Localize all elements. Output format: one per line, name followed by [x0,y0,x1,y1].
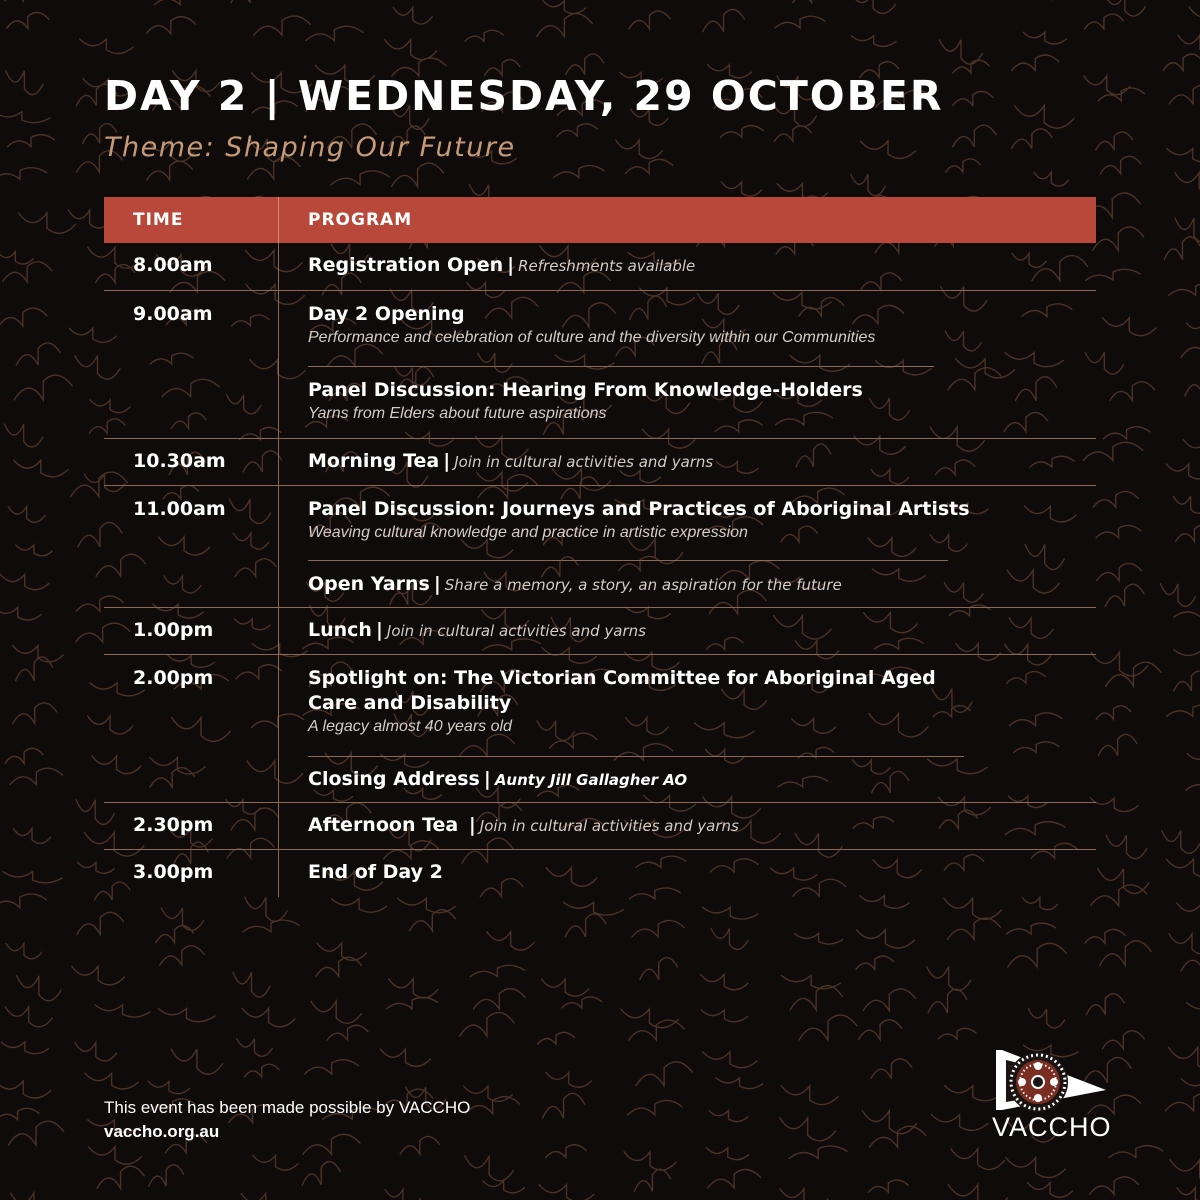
pattern-stroke [72,966,125,985]
pattern-stroke [1181,948,1200,971]
pattern-stroke [1183,439,1200,457]
pattern-stroke [253,1155,298,1170]
table-row [104,608,1096,655]
pattern-stroke [0,1081,51,1098]
column-header-time: TIME [133,210,184,230]
pattern-stroke [233,972,270,997]
pattern-stroke [16,343,60,365]
program-cell [308,860,1028,885]
pattern-stroke [1164,237,1200,260]
pattern-stroke [938,1028,976,1039]
program-cell [308,449,1028,475]
pattern-stroke [1085,929,1125,943]
pattern-stroke [6,944,42,959]
pattern-stroke [1091,885,1147,906]
pattern-stroke [10,1193,57,1200]
program-item: Open Yarns | Share a memory, a story, an aspiration for the future [308,573,842,595]
time-cell: 1.00pm [133,619,214,641]
pattern-stroke [1106,835,1147,859]
pattern-stroke [703,907,758,919]
pattern-stroke [13,829,50,844]
pattern-stroke [16,657,53,681]
pattern-stroke [1169,85,1200,104]
pattern-stroke [3,872,62,883]
footer-credit: This event has been made possible by VACCHO [104,1098,471,1117]
pattern-stroke [1015,106,1074,129]
pattern-stroke [1,1042,48,1054]
time-cell: 10.30am [133,450,226,472]
pattern-stroke [1177,1188,1200,1200]
pattern-stroke [14,375,72,400]
pattern-stroke [1165,1093,1200,1111]
program-cell [308,253,1028,279]
pattern-stroke [156,926,194,943]
pattern-stroke [632,920,684,936]
pattern-stroke [1167,148,1200,162]
pattern-stroke [703,9,745,31]
pattern-stroke [0,574,49,589]
pattern-stroke [148,1081,189,1093]
pattern-stroke [95,1005,150,1017]
pattern-stroke [700,974,748,990]
pattern-stroke [1186,779,1200,790]
pattern-stroke [701,1010,747,1022]
table-row [104,291,1096,439]
pattern-stroke [543,1,586,14]
pattern-stroke [1084,76,1130,95]
pattern-stroke [1175,172,1200,193]
pattern-stroke [794,933,843,944]
pattern-stroke [851,0,896,13]
pattern-stroke [0,894,46,908]
program-note: Aunty Jill Gallagher AO [494,771,688,789]
pattern-stroke [774,126,811,141]
item-divider [308,756,964,757]
pattern-stroke [616,140,663,158]
pattern-stroke [621,1009,678,1028]
program-title: Closing Address [308,768,480,790]
pattern-stroke [1093,491,1138,507]
pattern-stroke [171,1049,223,1074]
pattern-stroke [1096,706,1130,719]
pattern-stroke [565,914,606,937]
pattern-stroke [1176,525,1200,541]
program-title: Lunch [308,619,372,641]
pattern-stroke [160,946,204,965]
program-title: End of Day 2 [308,861,443,883]
pattern-stroke [1173,496,1200,513]
program-note: Join in cultural activities and yarns [386,622,646,640]
program-note: Join in cultural activities and yarns [479,817,739,835]
pattern-stroke [1177,903,1200,920]
program-cell [308,666,1028,736]
pattern-stroke [474,989,526,1009]
pattern-stroke [254,16,311,35]
pattern-stroke [871,1059,912,1079]
pattern-stroke [634,1169,670,1191]
pattern-stroke [1187,754,1200,765]
pattern-stroke [75,1043,117,1061]
pattern-stroke [7,13,49,29]
pattern-stroke [1187,1003,1200,1016]
pattern-stroke [6,71,43,95]
pattern-stroke [0,1108,39,1119]
pattern-stroke [146,17,195,34]
table-row [104,850,1096,898]
pattern-stroke [1006,1158,1065,1178]
pattern-stroke [242,1008,295,1027]
pattern-stroke [1178,35,1200,54]
program-title: Open Yarns [308,573,430,595]
header-divider [278,197,279,243]
program-description: Yarns from Elders about future aspirations [308,405,607,422]
pattern-stroke [1034,172,1069,186]
pattern-stroke [869,1126,925,1147]
program-cell [308,813,1028,839]
program-cell [308,302,1028,347]
pattern-stroke [789,1146,847,1158]
table-row [104,486,1096,608]
pattern-stroke [243,920,299,932]
pattern-stroke [0,168,47,180]
pattern-stroke [305,1060,359,1074]
pattern-stroke [1012,55,1059,70]
pattern-stroke [245,897,287,921]
pattern-stroke [1027,1183,1072,1198]
pattern-stroke [5,748,43,763]
footer-link[interactable]: vaccho.org.au [104,1122,220,1141]
pattern-stroke [5,1007,52,1027]
pattern-stroke [539,1185,594,1200]
program-item: Morning Tea | Join in cultural activities and yarns [308,450,714,472]
pattern-stroke [1098,88,1144,101]
pattern-stroke [1109,1146,1163,1158]
pattern-stroke [1186,323,1200,335]
pattern-stroke [1185,372,1200,396]
pattern-stroke [953,91,993,105]
pattern-stroke [1028,1009,1064,1028]
pattern-stroke [948,1184,1007,1200]
pattern-stroke [1022,897,1057,909]
pattern-stroke [77,912,124,934]
pattern-stroke [4,424,42,447]
pattern-stroke [327,1025,368,1040]
time-cell: 3.00pm [133,861,214,883]
program-cell [308,572,1028,598]
program-cell [308,767,1028,793]
pattern-stroke [709,1110,748,1121]
program-note: Join in cultural activities and yarns [454,453,714,471]
program-note: Refreshments available [518,257,696,275]
pattern-stroke [953,60,989,73]
page-title: DAY 2 | WEDNESDAY, 29 OCTOBER [104,72,944,120]
pattern-stroke [1189,7,1200,29]
pattern-stroke [1106,662,1161,686]
pattern-stroke [851,36,896,47]
table-row [104,655,1096,803]
pattern-stroke [241,1194,290,1200]
pattern-stroke [629,1020,684,1040]
pattern-stroke [8,507,45,523]
pattern-stroke [1093,227,1144,251]
program-note: Share a memory, a story, an aspiration for the future [444,576,842,594]
pattern-stroke [8,135,55,147]
pattern-stroke [1096,525,1141,537]
pattern-stroke [1181,1079,1200,1094]
pattern-stroke [1098,869,1149,894]
pattern-stroke [1170,1160,1200,1184]
pattern-stroke [155,0,206,5]
program-title: Panel Discussion: Hearing From Knowledge-Holders [308,379,863,401]
pattern-stroke [158,1009,215,1022]
pattern-stroke [856,930,914,948]
pattern-stroke [537,14,593,37]
pattern-stroke [460,1013,514,1037]
pattern-stroke [1090,798,1138,812]
pattern-stroke [851,174,885,196]
pattern-stroke [780,1118,836,1141]
pattern-stroke [0,607,41,620]
time-cell: 2.00pm [133,667,214,689]
pattern-stroke [781,1086,838,1105]
pattern-stroke [862,1110,916,1133]
pattern-stroke [948,918,1001,939]
pattern-stroke [1008,943,1067,967]
pattern-stroke [1161,584,1196,607]
column-header-program: PROGRAM [308,210,413,230]
program-title: Morning Tea [308,450,440,472]
pattern-stroke [546,1072,592,1087]
pattern-stroke [1023,32,1066,44]
pattern-stroke [1174,671,1200,691]
pattern-stroke [10,768,63,784]
pattern-stroke [946,159,980,172]
pattern-stroke [858,1020,901,1040]
program-item: Registration Open | Refreshments available [308,254,696,276]
pattern-stroke [711,928,748,949]
pattern-stroke [465,30,503,41]
pattern-stroke [385,1190,420,1200]
pattern-stroke [636,1062,692,1086]
pattern-stroke [928,989,967,1013]
pattern-stroke [628,1100,682,1114]
pattern-stroke [1084,14,1123,29]
pattern-stroke [538,1032,575,1044]
pattern-stroke [868,1180,908,1192]
pattern-stroke [703,1052,757,1068]
pattern-stroke [13,703,57,724]
pattern-stroke [392,163,444,186]
time-cell: 2.30pm [133,814,214,836]
table-header [104,197,1096,243]
table-body [104,243,1096,898]
pattern-stroke [780,1189,828,1200]
pattern-stroke [317,943,367,960]
pattern-stroke [302,1161,340,1185]
pattern-stroke [1100,156,1141,174]
program-item: Afternoon Tea | Join in cultural activities and yarns [308,814,739,836]
item-divider [308,366,934,367]
pattern-stroke [707,1148,749,1160]
pattern-stroke [944,898,1001,919]
pattern-stroke [0,112,50,123]
program-title: Panel Discussion: Journeys and Practices of Aboriginal Artists [308,498,970,520]
pattern-stroke [1167,705,1200,717]
pattern-stroke [1007,923,1056,934]
pattern-stroke [1098,734,1136,755]
pattern-stroke [400,1136,439,1154]
pattern-stroke [483,1181,525,1193]
pattern-stroke [793,0,831,2]
pattern-stroke [1166,464,1200,479]
pattern-stroke [951,1149,1004,1170]
pattern-stroke [562,997,602,1008]
pattern-stroke [389,979,438,998]
program-title: Registration Open [308,254,504,276]
pattern-stroke [147,161,193,180]
pattern-stroke [720,126,763,138]
pattern-stroke [1090,1177,1139,1194]
pattern-stroke [470,965,525,976]
pattern-stroke [5,0,42,1]
logo-wordmark: VACCHO [992,1112,1112,1142]
pattern-stroke [80,39,133,54]
pattern-stroke [149,1165,184,1186]
pattern-stroke [464,1086,513,1101]
pattern-stroke [542,979,589,996]
pattern-stroke [1174,606,1200,617]
table-row [104,243,1096,291]
pattern-stroke [332,899,387,913]
pattern-stroke [716,1078,763,1089]
program-title: Afternoon Tea [308,814,459,836]
pattern-stroke [554,166,604,178]
program-table [104,197,1096,898]
pattern-stroke [856,956,894,969]
pattern-stroke [640,958,678,980]
pattern-stroke [88,1147,141,1164]
pattern-stroke [16,545,52,556]
pattern-stroke [17,976,61,1001]
pattern-stroke [1103,427,1150,439]
pattern-stroke [393,7,432,24]
pattern-stroke [306,26,363,40]
pattern-stroke [931,1114,988,1130]
pattern-stroke [1097,563,1142,580]
program-item: Closing Address | Aunty Jill Gallagher AO [308,768,688,790]
pattern-stroke [387,997,438,1008]
pattern-stroke [1175,218,1200,242]
program-title: Spotlight on: The Victorian Committee for Aboriginal Aged Care and Disability [308,667,936,714]
pattern-stroke [557,124,597,136]
program-cell [308,378,1028,423]
pattern-stroke [0,308,47,326]
pattern-stroke [1174,650,1200,662]
pattern-stroke [237,1039,272,1057]
pattern-stroke [1086,994,1124,1015]
pattern-stroke [3,262,52,282]
pattern-stroke [303,1134,360,1154]
time-cell: 8.00am [133,254,213,276]
time-cell: 11.00am [133,498,226,520]
pattern-stroke [799,1015,857,1040]
pattern-stroke [625,159,673,173]
pattern-stroke [97,1166,144,1188]
pattern-stroke [466,1097,520,1114]
pattern-stroke [708,1170,761,1188]
pattern-stroke [542,1093,584,1118]
pattern-stroke [721,182,761,196]
pattern-stroke [790,986,842,1010]
pattern-stroke [1100,941,1151,966]
program-description: A legacy almost 40 years old [308,718,512,735]
program-cell [308,618,1028,644]
pattern-stroke [8,1121,63,1145]
pattern-stroke [1103,318,1156,336]
pattern-stroke [231,0,269,3]
pattern-stroke [1181,336,1200,358]
pattern-stroke [487,932,534,950]
theme-subtitle: Theme: Shaping Our Future [104,132,516,163]
pattern-stroke [1168,1047,1200,1071]
table-row [104,439,1096,486]
pattern-stroke [85,1073,138,1089]
program-title: Day 2 Opening [308,303,465,325]
pattern-stroke [1169,934,1200,954]
pattern-stroke [465,1156,514,1181]
pattern-stroke [546,1145,587,1158]
pattern-stroke [1096,132,1133,150]
pattern-stroke [775,16,825,28]
program-cell [308,497,1028,542]
pattern-stroke [385,39,437,59]
pattern-stroke [629,11,670,29]
pattern-stroke [1105,584,1144,606]
pattern-stroke [13,646,64,662]
pattern-stroke [1012,129,1053,149]
pattern-stroke [1166,859,1200,877]
pattern-stroke [331,171,389,185]
pattern-stroke [244,1064,279,1077]
pattern-stroke [1162,831,1200,854]
pattern-stroke [18,213,75,233]
pattern-stroke [0,252,33,264]
table-row [104,803,1096,850]
program-item: Lunch | Join in cultural activities and yarns [308,619,646,641]
pattern-stroke [860,141,915,158]
program-description: Weaving cultural knowledge and practice in artistic expression [308,524,748,541]
pattern-stroke [311,1001,361,1023]
pattern-stroke [409,910,455,931]
pattern-stroke [624,1152,676,1170]
pattern-stroke [953,125,996,147]
time-cell: 9.00am [133,303,213,325]
pattern-stroke [1169,283,1200,295]
pattern-stroke [380,1049,430,1066]
pattern-stroke [161,908,203,930]
program-description: Performance and celebration of culture and the diversity within our Communities [308,329,876,346]
item-divider [308,560,948,561]
pattern-stroke [927,967,971,991]
pattern-stroke [1110,382,1154,401]
pattern-stroke [863,989,915,1011]
pattern-stroke [1163,54,1200,70]
pattern-stroke [14,460,68,477]
